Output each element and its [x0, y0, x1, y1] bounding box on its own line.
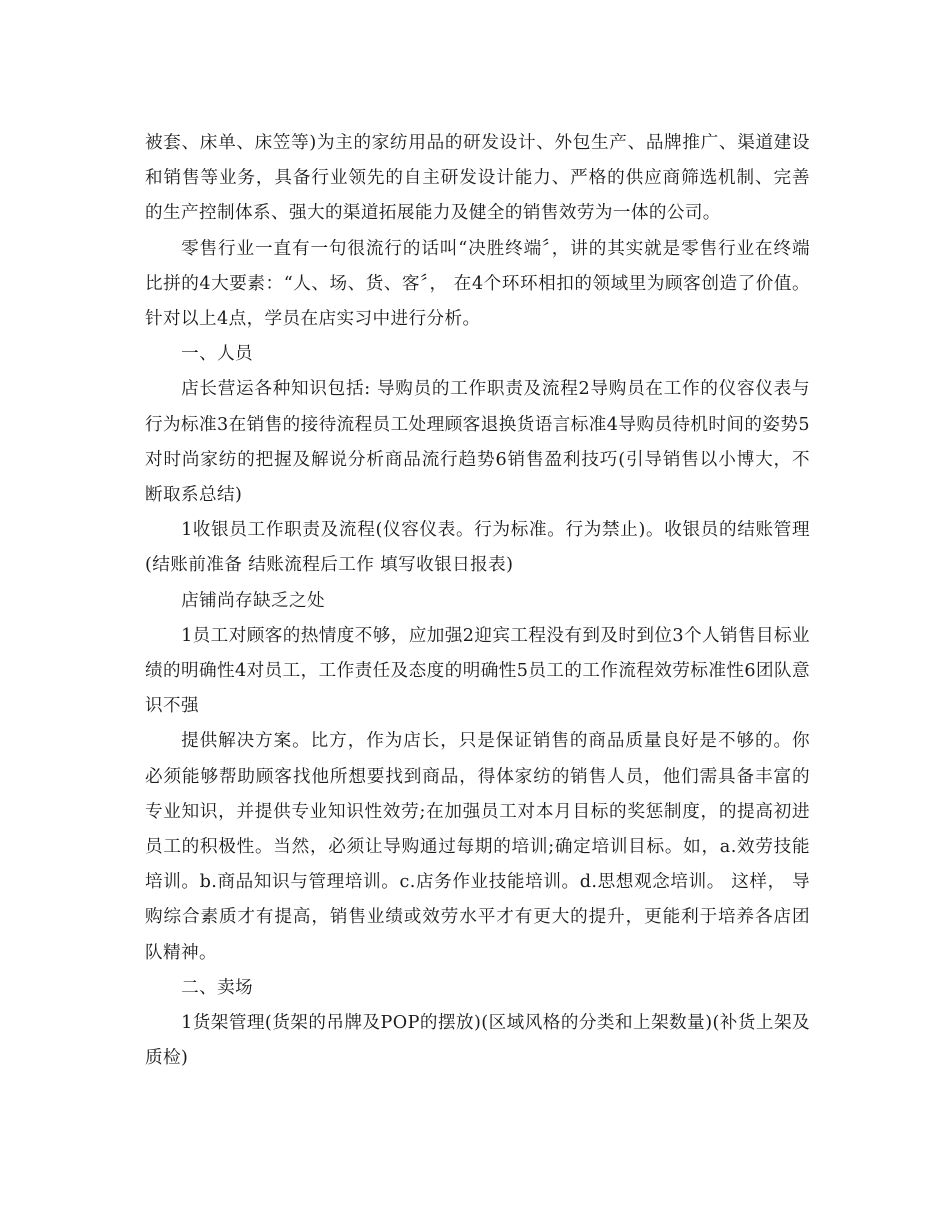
paragraph-shelf-management: 1货架管理(货架的吊牌及POP的摆放)(区域风格的分类和上架数量)(补货上架及质检): [145, 1013, 810, 1069]
section-heading-sales-floor: 二、卖场: [181, 977, 254, 998]
paragraph-retail-factors: 零售行业一直有一句很流行的话叫“决胜终端〞，讲的其实就是零售行业在终端比拼的4大要素：“人、场、货、客〞， 在4个环环相扣的领域里为顾客创造了价值。针对以上4点，学员在店实习中进行分析。: [145, 238, 810, 330]
paragraph-solutions: 提供解决方案。比方，作为店长，只是保证销售的商品质量良好是不够的。你必须能够帮助顾客找他所想要找到商品，得体家纺的销售人员，他们需具备丰富的专业知识，并提供专业知识性效劳;在加强员工对本月目标的奖惩制度，的提高初进员工的积极性。当然，必须让导购通过每期的培训;确定培训目标。如，a.效劳技能培训。b.商品知识与管理培训。c.店务作业技能培训。d.思想观念培训。 这样， 导购综合素质才有提高，销售业绩或效劳水平才有更大的提升，更能利于培养各店团队精神。: [145, 731, 810, 963]
paragraph-cashier-duties: 1收银员工作职责及流程(仪容仪表。行为标准。行为禁止)。收银员的结账管理(结账前准备 结账流程后工作 填写收银日报表): [145, 520, 810, 576]
paragraph-shortcomings-list: 1员工对顾客的热情度不够，应加强2迎宾工程没有到及时到位3个人销售目标业绩的明确性4对员工，工作责任及态度的明确性5员工的工作流程效劳标准性6团队意识不强: [145, 625, 810, 717]
document-body: [145, 126, 810, 1076]
subheading-shortcomings: 店铺尚存缺乏之处: [181, 590, 326, 611]
section-heading-personnel: 一、人员: [181, 344, 254, 365]
paragraph-company-intro: 被套、床单、床笠等)为主的家纺用品的研发设计、外包生产、品牌推广、渠道建设和销售等业务，具备行业领先的自主研发设计能力、严格的供应商筛选机制、完善的生产控制体系、强大的渠道拓展能力及健全的销售效劳为一体的公司。: [145, 133, 810, 224]
paragraph-manager-knowledge: 店长营运各种知识包括: 导购员的工作职责及流程2导购员在工作的仪容仪表与行为标准3在销售的接待流程员工处理顾客退换货语言标准4导购员待机时间的姿势5对时尚家纺的把握及解说分析商品流行趋势6销售盈利技巧(引导销售以小博大，不断取系总结): [145, 379, 810, 506]
